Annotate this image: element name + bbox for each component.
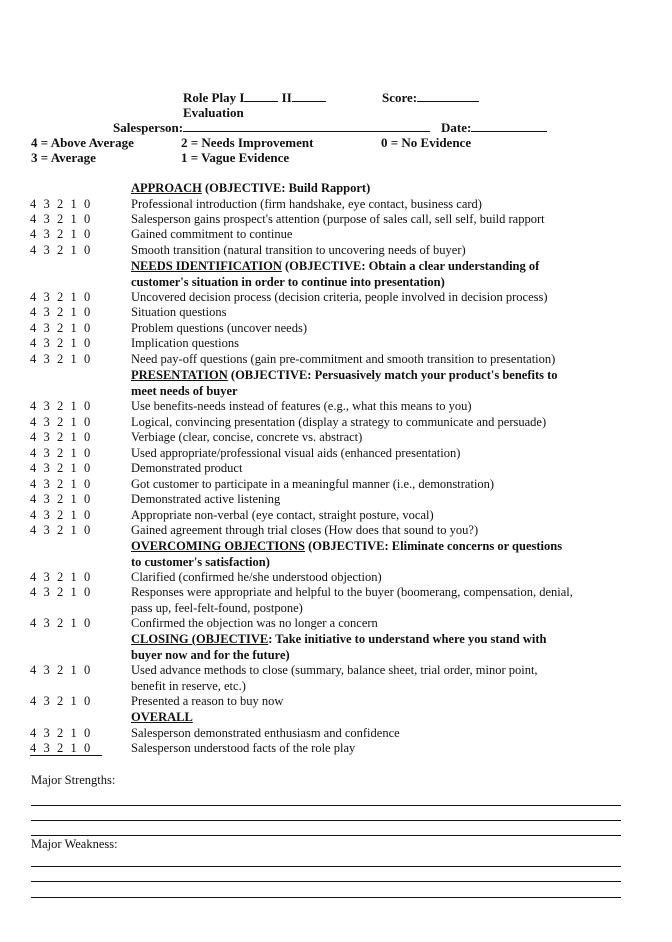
rating-option-2[interactable]: 2 (57, 290, 64, 304)
rating-option-1[interactable]: 1 (70, 430, 77, 444)
rating-option-3[interactable]: 3 (43, 663, 50, 677)
role-play-label: Role Play I (183, 90, 245, 105)
rating-option-4[interactable]: 4 (30, 446, 37, 460)
section-title: PRESENTATION (131, 368, 228, 382)
legend-four: 4 = Above Average (31, 135, 134, 150)
rating-option-1[interactable]: 1 (70, 570, 77, 584)
rating-option-2[interactable]: 2 (57, 570, 64, 584)
strengths-line-3[interactable] (31, 835, 621, 836)
rating-scale (30, 446, 102, 461)
rating-option-0[interactable]: 0 (84, 477, 91, 491)
rating-scale (30, 508, 102, 523)
criterion-text: Situation questions (131, 305, 227, 319)
rating-option-3[interactable]: 3 (43, 336, 50, 350)
rating-option-3[interactable]: 3 (43, 694, 50, 708)
rating-option-3[interactable]: 3 (43, 508, 50, 522)
rating-option-4[interactable]: 4 (30, 336, 37, 350)
rating-scale (30, 477, 102, 492)
rating-option-1[interactable]: 1 (70, 352, 77, 366)
rating-row (0, 508, 672, 523)
rating-option-2[interactable]: 2 (57, 616, 64, 630)
rating-option-3[interactable]: 3 (43, 415, 50, 429)
rating-option-0[interactable]: 0 (84, 461, 91, 475)
rating-row (0, 694, 672, 709)
rating-option-2[interactable]: 2 (57, 446, 64, 460)
rating-option-0[interactable]: 0 (84, 508, 91, 522)
rating-row (0, 321, 672, 336)
rating-scale (30, 726, 102, 741)
score-label: Score: (382, 90, 418, 105)
rating-option-4[interactable]: 4 (30, 243, 37, 257)
section-title: APPROACH (131, 181, 202, 195)
rating-option-1[interactable]: 1 (70, 227, 77, 241)
criterion-text: Salesperson understood facts of the role play (131, 741, 356, 755)
rating-scale (30, 212, 102, 227)
criterion-text: Professional introduction (firm handshake, eye contact, business card) (131, 197, 482, 211)
strengths-line-1[interactable] (31, 805, 621, 806)
role-play-ii-label: II (281, 90, 292, 105)
criterion-text: Verbiage (clear, concise, concrete vs. abstract) (131, 430, 363, 444)
rating-scale (30, 305, 102, 320)
rating-option-3[interactable]: 3 (43, 726, 50, 740)
section-title: CLOSING (OBJECTIVE (131, 632, 269, 646)
rating-option-0[interactable]: 0 (84, 585, 91, 599)
strengths-line-2[interactable] (31, 820, 621, 821)
rating-scale (30, 663, 102, 678)
rating-option-3[interactable]: 3 (43, 227, 50, 241)
weakness-line-2[interactable] (31, 881, 621, 882)
section-heading-presentation (131, 368, 558, 399)
rating-option-1[interactable]: 1 (70, 585, 77, 599)
legend-one: 1 = Vague Evidence (181, 150, 290, 165)
rating-option-3[interactable]: 3 (43, 446, 50, 460)
rating-scale (30, 492, 102, 507)
rating-option-4[interactable]: 4 (30, 741, 37, 755)
rating-row (0, 197, 672, 212)
rating-option-0[interactable]: 0 (84, 523, 91, 537)
rating-scale (30, 197, 102, 212)
rating-option-2[interactable]: 2 (57, 197, 64, 211)
rating-option-3[interactable]: 3 (43, 523, 50, 537)
rating-option-0[interactable]: 0 (84, 694, 91, 708)
rating-row (0, 305, 672, 320)
legend-zero: 0 = No Evidence (381, 135, 472, 150)
rating-option-1[interactable]: 1 (70, 446, 77, 460)
rating-option-2[interactable]: 2 (57, 336, 64, 350)
rating-option-3[interactable]: 3 (43, 477, 50, 491)
rating-row (0, 243, 672, 258)
rating-row-continuation (0, 601, 672, 616)
rating-option-4[interactable]: 4 (30, 212, 37, 226)
criterion-text: Confirmed the objection was no longer a concern (131, 616, 378, 630)
rating-option-2[interactable]: 2 (57, 523, 64, 537)
rating-option-4[interactable]: 4 (30, 663, 37, 677)
section-title: OVERALL (131, 710, 193, 724)
section-heading-overall (131, 710, 193, 726)
date-blank[interactable] (471, 120, 547, 132)
rating-option-1[interactable]: 1 (70, 290, 77, 304)
rating-option-0[interactable]: 0 (84, 741, 91, 755)
rating-scale (30, 399, 102, 414)
rating-option-0[interactable]: 0 (84, 446, 91, 460)
role-play-field (183, 90, 326, 105)
rating-option-4[interactable]: 4 (30, 321, 37, 335)
criterion-text: Gained agreement through trial closes (How does that sound to you?) (131, 523, 479, 537)
rating-option-1[interactable]: 1 (70, 197, 77, 211)
rating-option-0[interactable]: 0 (84, 430, 91, 444)
rating-option-3[interactable]: 3 (43, 305, 50, 319)
rating-option-1[interactable]: 1 (70, 399, 77, 413)
legend-two: 2 = Needs Improvement (181, 135, 314, 150)
legend-three: 3 = Average (31, 150, 96, 165)
criterion-text: Used advance methods to close (summary, balance sheet, trial order, minor point, (131, 663, 538, 677)
rating-scale (30, 616, 102, 631)
rating-option-2[interactable]: 2 (57, 430, 64, 444)
rating-scale (30, 461, 102, 476)
section-objective-continued: buyer now and for the future) (131, 647, 290, 662)
date-field (441, 120, 547, 135)
rating-row (0, 430, 672, 445)
criterion-text: Gained commitment to continue (131, 227, 293, 241)
section-heading-closing (131, 632, 546, 663)
criterion-text: Implication questions (131, 336, 239, 350)
criterion-text: Demonstrated active listening (131, 492, 281, 506)
rating-option-4[interactable]: 4 (30, 508, 37, 522)
rating-option-2[interactable]: 2 (57, 227, 64, 241)
weakness-label: Major Weakness: (31, 837, 118, 851)
criterion-text: pass up, feel-felt-found, postpone) (131, 601, 303, 615)
rating-option-0[interactable]: 0 (84, 290, 91, 304)
rating-option-2[interactable]: 2 (57, 508, 64, 522)
rating-option-1[interactable]: 1 (70, 477, 77, 491)
rating-option-1[interactable]: 1 (70, 741, 77, 755)
criterion-text: Demonstrated product (131, 461, 243, 475)
strengths-label: Major Strengths: (31, 773, 116, 787)
rating-scale (30, 523, 102, 538)
role-play-ii-blank[interactable] (292, 90, 326, 102)
rating-option-0[interactable]: 0 (84, 663, 91, 677)
rating-scale (30, 430, 102, 445)
rating-option-1[interactable]: 1 (70, 336, 77, 350)
rating-option-4[interactable]: 4 (30, 352, 37, 366)
rating-option-4[interactable]: 4 (30, 726, 37, 740)
section-title: OVERCOMING OBJECTIONS (131, 539, 305, 553)
rating-option-1[interactable]: 1 (70, 694, 77, 708)
section-objective-continued: meet needs of buyer (131, 383, 238, 398)
criterion-text: Salesperson demonstrated enthusiasm and confidence (131, 726, 400, 740)
rating-option-1[interactable]: 1 (70, 726, 77, 740)
criterion-text: Responses were appropriate and helpful to the buyer (boomerang, compensation, denial, (131, 585, 573, 599)
rating-option-4[interactable]: 4 (30, 399, 37, 413)
rating-option-2[interactable]: 2 (57, 726, 64, 740)
rating-option-0[interactable]: 0 (84, 415, 91, 429)
rating-row (0, 585, 672, 600)
rating-option-3[interactable]: 3 (43, 741, 50, 755)
criterion-text: Use benefits-needs instead of features (e.g., what this means to you) (131, 399, 472, 413)
rating-scale (30, 336, 102, 351)
rating-option-0[interactable]: 0 (84, 305, 91, 319)
criterion-text: benefit in reserve, etc.) (131, 679, 246, 693)
rating-option-2[interactable]: 2 (57, 321, 64, 335)
rating-option-0[interactable]: 0 (84, 212, 91, 226)
criterion-text: Problem questions (uncover needs) (131, 321, 308, 335)
section-title: NEEDS IDENTIFICATION (131, 259, 282, 273)
section-heading-needs (131, 259, 539, 290)
rating-option-3[interactable]: 3 (43, 585, 50, 599)
rating-row (0, 477, 672, 492)
evaluation-label: Evaluation (183, 105, 244, 120)
rating-option-3[interactable]: 3 (43, 461, 50, 475)
rating-option-4[interactable]: 4 (30, 227, 37, 241)
rating-option-1[interactable]: 1 (70, 508, 77, 522)
rating-row (0, 663, 672, 678)
rating-option-0[interactable]: 0 (84, 227, 91, 241)
rating-option-3[interactable]: 3 (43, 616, 50, 630)
rating-scale (30, 243, 102, 258)
rating-option-1[interactable]: 1 (70, 212, 77, 226)
rating-option-3[interactable]: 3 (43, 197, 50, 211)
rating-option-1[interactable]: 1 (70, 492, 77, 506)
section-heading-approach (131, 181, 370, 197)
rating-option-4[interactable]: 4 (30, 197, 37, 211)
section-objective: (OBJECTIVE: Persuasively match your product's benefits to (227, 368, 558, 382)
rating-row-continuation (0, 679, 672, 694)
rating-option-0[interactable]: 0 (84, 197, 91, 211)
rating-option-3[interactable]: 3 (43, 290, 50, 304)
rating-option-3[interactable]: 3 (43, 212, 50, 226)
criterion-text: Need pay-off questions (gain pre-commitment and smooth transition to presentation) (131, 352, 556, 366)
rating-option-4[interactable]: 4 (30, 694, 37, 708)
rating-option-3[interactable]: 3 (43, 399, 50, 413)
rating-scale (30, 415, 102, 430)
salesperson-blank[interactable] (183, 120, 430, 132)
rating-option-2[interactable]: 2 (57, 243, 64, 257)
score-blank[interactable] (417, 90, 479, 102)
rating-row (0, 446, 672, 461)
role-play-i-blank[interactable] (244, 90, 278, 102)
weakness-line-1[interactable] (31, 866, 621, 867)
rating-scale (30, 570, 102, 585)
rating-option-4[interactable]: 4 (30, 430, 37, 444)
criterion-text: Appropriate non-verbal (eye contact, straight posture, vocal) (131, 508, 434, 522)
rating-row (0, 726, 672, 741)
rating-row (0, 461, 672, 476)
rating-option-2[interactable]: 2 (57, 492, 64, 506)
rating-option-0[interactable]: 0 (84, 399, 91, 413)
rating-option-1[interactable]: 1 (70, 523, 77, 537)
criterion-text: Logical, convincing presentation (display a strategy to communicate and persuade) (131, 415, 547, 429)
rating-option-0[interactable]: 0 (84, 726, 91, 740)
rating-option-4[interactable]: 4 (30, 585, 37, 599)
rating-row (0, 399, 672, 414)
rating-option-3[interactable]: 3 (43, 430, 50, 444)
criterion-text: Used appropriate/professional visual aids (enhanced presentation) (131, 446, 461, 460)
rating-option-0[interactable]: 0 (84, 570, 91, 584)
rating-row (0, 212, 672, 227)
rating-option-3[interactable]: 3 (43, 492, 50, 506)
rating-scale (30, 227, 102, 242)
rating-option-3[interactable]: 3 (43, 570, 50, 584)
rating-option-2[interactable]: 2 (57, 663, 64, 677)
rating-row (0, 227, 672, 242)
rating-option-1[interactable]: 1 (70, 305, 77, 319)
rating-row (0, 336, 672, 351)
salesperson-label: Salesperson: (113, 120, 184, 135)
rating-scale (30, 290, 102, 305)
rating-option-0[interactable]: 0 (84, 336, 91, 350)
rating-scale (30, 694, 102, 709)
rating-row (0, 741, 672, 756)
rating-option-2[interactable]: 2 (57, 477, 64, 491)
rating-option-2[interactable]: 2 (57, 461, 64, 475)
rating-row (0, 616, 672, 631)
rating-row (0, 523, 672, 538)
rating-option-4[interactable]: 4 (30, 305, 37, 319)
rating-option-0[interactable]: 0 (84, 492, 91, 506)
rating-option-4[interactable]: 4 (30, 290, 37, 304)
rating-option-1[interactable]: 1 (70, 415, 77, 429)
rating-option-2[interactable]: 2 (57, 694, 64, 708)
criterion-text: Presented a reason to buy now (131, 694, 284, 708)
section-objective: : Take initiative to understand where you stand with (268, 632, 547, 646)
rating-option-2[interactable]: 2 (57, 352, 64, 366)
rating-option-2[interactable]: 2 (57, 585, 64, 599)
criterion-text: Got customer to participate in a meaningful manner (i.e., demonstration) (131, 477, 495, 491)
rating-option-4[interactable]: 4 (30, 616, 37, 630)
rating-option-1[interactable]: 1 (70, 461, 77, 475)
criterion-text: Uncovered decision process (decision criteria, people involved in decision process) (131, 290, 548, 304)
rating-option-1[interactable]: 1 (70, 243, 77, 257)
rating-option-4[interactable]: 4 (30, 461, 37, 475)
rating-option-0[interactable]: 0 (84, 243, 91, 257)
date-label: Date: (441, 120, 472, 135)
rating-option-2[interactable]: 2 (57, 305, 64, 319)
rating-option-4[interactable]: 4 (30, 492, 37, 506)
rating-option-2[interactable]: 2 (57, 212, 64, 226)
weakness-line-3[interactable] (31, 897, 621, 898)
section-heading-objections (131, 539, 562, 570)
rating-option-4[interactable]: 4 (30, 477, 37, 491)
score-field (382, 90, 479, 105)
rating-option-1[interactable]: 1 (70, 321, 77, 335)
rating-scale (30, 741, 102, 756)
rating-scale (30, 321, 102, 336)
rating-option-1[interactable]: 1 (70, 616, 77, 630)
criterion-text: Salesperson gains prospect's attention (purpose of sales call, sell self, build rapport (131, 212, 545, 226)
rating-option-4[interactable]: 4 (30, 523, 37, 537)
rating-option-0[interactable]: 0 (84, 321, 91, 335)
rating-row (0, 492, 672, 507)
salesperson-field (113, 120, 430, 135)
rating-option-2[interactable]: 2 (57, 399, 64, 413)
section-objective: (OBJECTIVE: Obtain a clear understanding of (281, 259, 540, 273)
rating-row (0, 352, 672, 367)
rating-scale (30, 585, 102, 600)
rating-option-3[interactable]: 3 (43, 321, 50, 335)
rating-option-2[interactable]: 2 (57, 415, 64, 429)
rating-option-3[interactable]: 3 (43, 352, 50, 366)
rating-option-2[interactable]: 2 (57, 741, 64, 755)
section-objective: (OBJECTIVE: Eliminate concerns or questions (304, 539, 563, 553)
rating-row (0, 290, 672, 305)
section-objective: (OBJECTIVE: Build Rapport) (201, 181, 371, 195)
criterion-text: Clarified (confirmed he/she understood objection) (131, 570, 382, 584)
rating-option-0[interactable]: 0 (84, 352, 91, 366)
rating-option-4[interactable]: 4 (30, 415, 37, 429)
rating-scale (30, 352, 102, 367)
section-objective-continued: to customer's satisfaction) (131, 554, 270, 569)
rating-row (0, 570, 672, 585)
rating-option-0[interactable]: 0 (84, 616, 91, 630)
criterion-text: Smooth transition (natural transition to uncovering needs of buyer) (131, 243, 466, 257)
rating-option-4[interactable]: 4 (30, 570, 37, 584)
rating-row (0, 415, 672, 430)
rating-option-1[interactable]: 1 (70, 663, 77, 677)
section-objective-continued: customer's situation in order to continue into presentation) (131, 274, 445, 289)
rating-option-3[interactable]: 3 (43, 243, 50, 257)
